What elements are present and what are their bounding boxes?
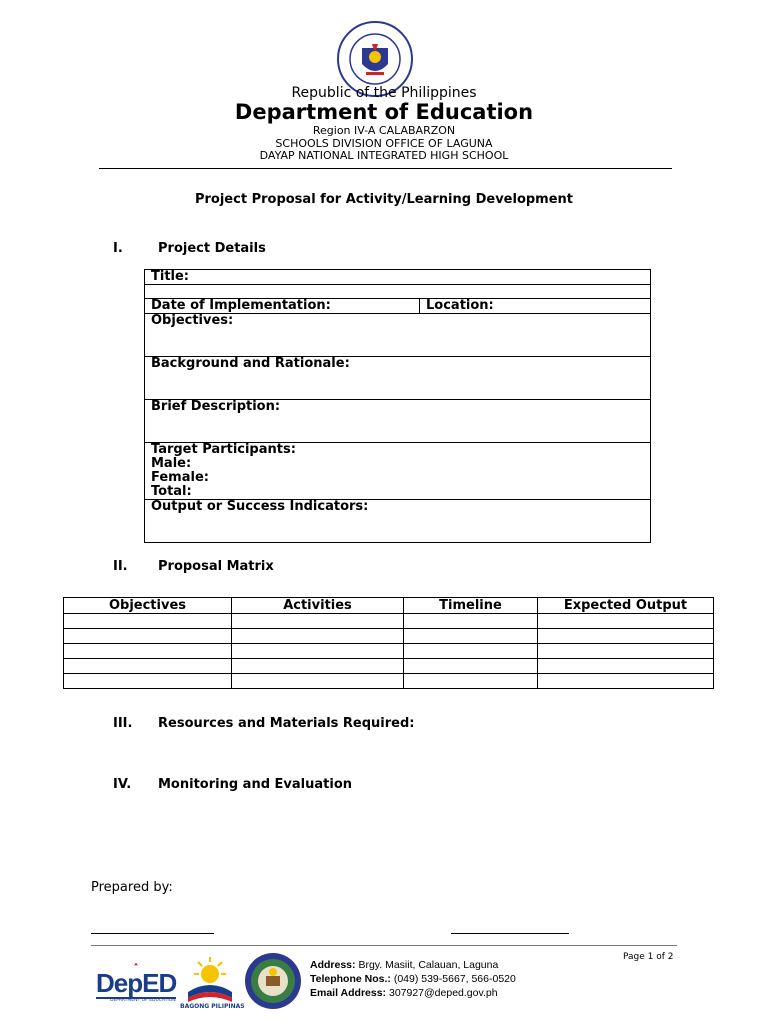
- matrix-cell[interactable]: [232, 614, 404, 629]
- matrix-cell[interactable]: [538, 674, 714, 689]
- matrix-cell[interactable]: [64, 644, 232, 659]
- footer-phone: Telephone Nos.: (049) 539-5667, 566-0520: [310, 973, 516, 985]
- table-row: [64, 644, 714, 659]
- female-label: Female:: [151, 470, 209, 485]
- matrix-cell[interactable]: [538, 629, 714, 644]
- table-row: [64, 674, 714, 689]
- document-title: Project Proposal for Activity/Learning Development: [194, 192, 574, 207]
- target-participants-cell[interactable]: [145, 443, 651, 500]
- matrix-cell[interactable]: [64, 614, 232, 629]
- header-divider: [99, 168, 672, 169]
- location-cell[interactable]: Location:: [420, 299, 651, 314]
- matrix-cell[interactable]: [64, 659, 232, 674]
- male-label: Male:: [151, 456, 192, 471]
- matrix-header-expected-output: Expected Output: [538, 598, 714, 614]
- table-row: [64, 659, 714, 674]
- matrix-cell[interactable]: [404, 674, 538, 689]
- prepared-by-label: Prepared by:: [91, 880, 173, 895]
- matrix-cell[interactable]: [404, 644, 538, 659]
- matrix-cell[interactable]: [404, 629, 538, 644]
- matrix-cell[interactable]: [538, 614, 714, 629]
- deped-logo-subtext: DEPARTMENT OF EDUCATION: [110, 998, 176, 1003]
- table-row: [64, 614, 714, 629]
- matrix-header-activities: Activities: [232, 598, 404, 614]
- deped-logo-text: DepED: [96, 968, 177, 998]
- matrix-cell[interactable]: [232, 644, 404, 659]
- school-line: DAYAP NATIONAL INTEGRATED HIGH SCHOOL: [259, 149, 509, 162]
- proposal-matrix-table: [63, 597, 714, 689]
- division-line: SCHOOLS DIVISION OFFICE OF LAGUNA: [275, 137, 493, 150]
- project-details-table: [144, 269, 651, 543]
- footer-divider: [91, 945, 677, 946]
- deped-logo: [96, 960, 176, 1004]
- signature-line-left[interactable]: [91, 933, 214, 934]
- title-value-cell[interactable]: [145, 285, 651, 299]
- target-label: Target Participants:: [151, 442, 296, 457]
- matrix-header-timeline: Timeline: [404, 598, 538, 614]
- footer-email[interactable]: Email Address: 307927@deped.gov.ph: [310, 987, 498, 999]
- footer-contact: [310, 958, 516, 1000]
- matrix-cell[interactable]: [404, 614, 538, 629]
- matrix-cell[interactable]: [538, 644, 714, 659]
- date-cell[interactable]: Date of Implementation:: [145, 299, 420, 314]
- output-cell[interactable]: Output or Success Indicators:: [145, 500, 651, 543]
- department-name: Department of Education: [234, 100, 534, 124]
- page-number: Page 1 of 2: [623, 952, 674, 962]
- footer-address: Address: Brgy. Masiit, Calauan, Laguna: [310, 959, 499, 971]
- matrix-cell[interactable]: [232, 674, 404, 689]
- matrix-header-objectives: Objectives: [64, 598, 232, 614]
- bagong-pilipinas-logo: [180, 952, 245, 1012]
- total-label: Total:: [151, 484, 192, 499]
- table-row: [64, 629, 714, 644]
- school-seal-icon: [244, 952, 302, 1010]
- bagong-pilipinas-text: BAGONG PILIPINAS: [180, 1003, 245, 1010]
- sun-flag-icon: [180, 952, 240, 1002]
- republic-line: Republic of the Philippines: [291, 85, 477, 101]
- matrix-cell[interactable]: [538, 659, 714, 674]
- matrix-cell[interactable]: [64, 629, 232, 644]
- title-cell[interactable]: Title:: [145, 270, 651, 285]
- background-cell[interactable]: Background and Rationale:: [145, 357, 651, 400]
- matrix-cell[interactable]: [64, 674, 232, 689]
- matrix-cell[interactable]: [232, 659, 404, 674]
- region-line: Region IV-A CALABARZON: [312, 124, 456, 137]
- objectives-cell[interactable]: Objectives:: [145, 314, 651, 357]
- matrix-cell[interactable]: [404, 659, 538, 674]
- description-cell[interactable]: Brief Description:: [145, 400, 651, 443]
- matrix-cell[interactable]: [232, 629, 404, 644]
- signature-line-right[interactable]: [451, 933, 569, 934]
